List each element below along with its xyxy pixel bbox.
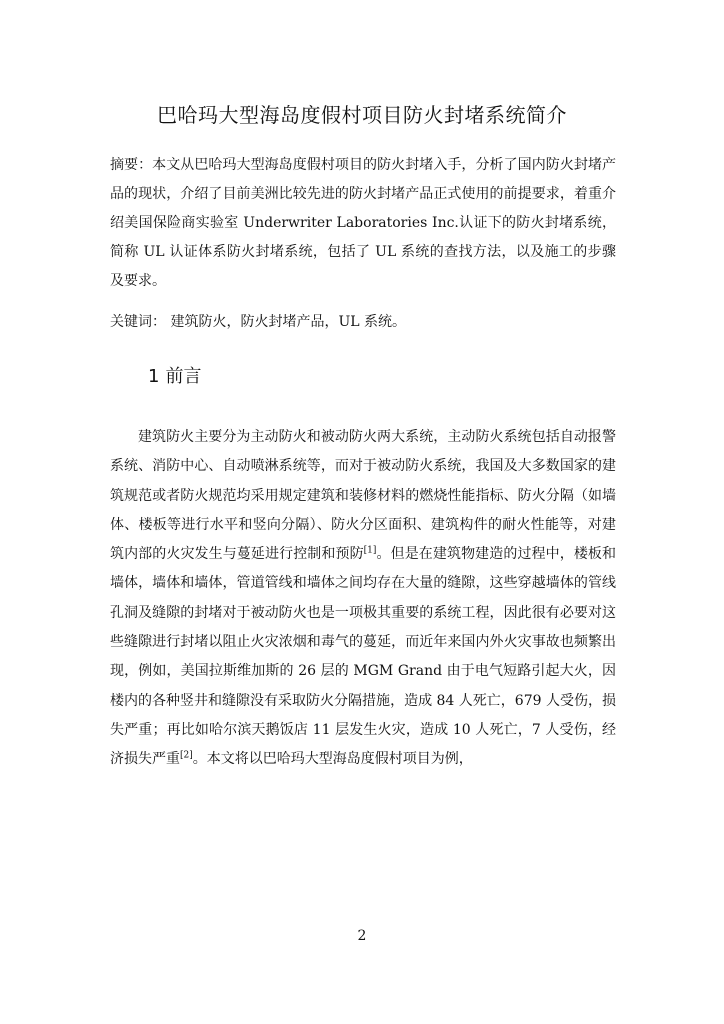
document-title: 巴哈玛大型海岛度假村项目防火封堵系统简介 — [157, 103, 567, 127]
body-text-part-1: 建筑防火主要分为主动防火和被动防火两大系统，主动防火系统包括自动报警系统、消防中心、自动喷淋系统等，而对于被动防火系统，我国及大多数国家的建筑规范或者防火规范均采用规定建筑和装修材料的燃烧性能指标、防火分隔（如墙体、楼板等进行水平和竖向分隔）、防火分区面积、建筑构件的耐火性能等，对建筑内部的火灾发生与蔓延进行控制和预防 — [110, 429, 616, 563]
citation-ref-2: [2] — [180, 750, 193, 761]
abstract-paragraph: 摘要：本文从巴哈玛大型海岛度假村项目的防火封堵入手，分析了国内防火封堵产品的现状，介绍了目前美洲比较先进的防火封堵产品正式使用的前提要求，着重介绍美国保险商实验室 Underwriter Laboratories Inc.认证下的防火封堵系统，简称 UL 认证体系防火封堵系统，包括了 UL 系统的查找方法，以及施工的步骤及要求。 — [110, 157, 616, 289]
section-heading — [148, 362, 201, 392]
section-title: 前言 — [165, 366, 202, 387]
body-paragraph — [110, 423, 616, 775]
body-text-part-2: 。但是在建筑物建造的过程中，楼板和墙体，墙体和墙体，管道管线和墙体之间均存在大量的缝隙，这些穿越墙体的管线孔洞及缝隙的封堵对于被动防火也是一项极其重要的系统工程，因此很有必要对这些缝隙进行封堵以阻止火灾浓烟和毒气的蔓延，而近年来国内外火灾事故也频繁出现，例如，美国拉斯维加斯的 26 层的 MGM Grand 由于电气短路引起大火，因楼内的各种竖井和缝隙没有采取防火分隔措施，造成 84 人死亡，679 人受伤，损失严重；再比如哈尔滨天鹅饭店 11 层发生火灾，造成 10 人死亡，7 人受伤，经济损失严重 — [110, 546, 616, 768]
body-text-part-3: 。本文将以巴哈玛大型海岛度假村项目为例， — [192, 751, 473, 768]
citation-ref-1: [1] — [363, 545, 377, 556]
section-number: 1 — [148, 366, 160, 387]
keywords-line: 关键词： 建筑防火，防火封堵产品，UL 系统。 — [110, 314, 406, 330]
page-number: 2 — [357, 928, 367, 944]
